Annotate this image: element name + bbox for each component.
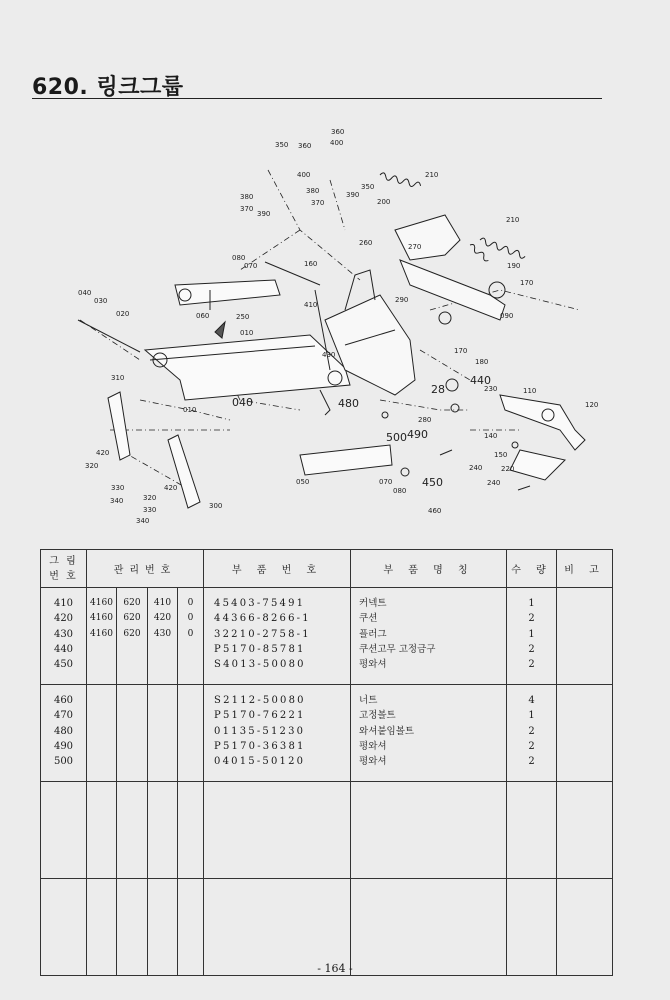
callout-label: 320 (85, 462, 99, 470)
table-header-row (41, 550, 613, 588)
callout-label: 320 (143, 494, 157, 502)
header-fig-no: 그 림 번 호 (41, 550, 87, 588)
management-no-cell (87, 685, 117, 782)
callout-label: 240 (469, 464, 483, 472)
callout-label: 350 (275, 141, 289, 149)
callout-label: 040 (78, 289, 92, 297)
callout-label: 070 (244, 262, 258, 270)
callout-label: 460 (428, 507, 442, 515)
title-rule (32, 98, 602, 99)
qty-cell: 4 1 2 2 2 (507, 685, 557, 782)
table-row (41, 685, 613, 782)
callout-label: 040 (232, 396, 253, 409)
part-no-cell: S2112-50080 P5170-76221 01135-51230 P5170-36381 04015-50120 (204, 685, 351, 782)
callout-label: 350 (361, 183, 375, 191)
callout-label: 360 (331, 128, 345, 136)
callout-label: 330 (143, 506, 157, 514)
management-no-cell: 620 620 620 (117, 588, 148, 685)
table-row-empty (41, 879, 613, 976)
header-remarks: 비 고 (557, 550, 613, 588)
callout-label: 160 (304, 260, 318, 268)
header-management-no: 관리번호 (87, 550, 204, 588)
remarks-cell (557, 588, 613, 685)
callout-label: 330 (111, 484, 125, 492)
callout-label: 210 (506, 216, 520, 224)
callout-label: 340 (110, 497, 124, 505)
callout-label: 410 (304, 301, 318, 309)
callout-label: 370 (311, 199, 325, 207)
exploded-parts-diagram (0, 110, 670, 550)
callout-label: 250 (236, 313, 250, 321)
management-no-cell: 410 420 430 (148, 588, 178, 685)
callout-label: 390 (346, 191, 360, 199)
callout-label: 090 (500, 312, 514, 320)
callout-label: 070 (379, 478, 393, 486)
callout-label: 220 (501, 465, 515, 473)
callout-label: 480 (338, 397, 359, 410)
callout-label: 080 (393, 487, 407, 495)
callout-label: 080 (232, 254, 246, 262)
callout-label: 420 (164, 484, 178, 492)
qty-cell: 1 2 1 2 2 (507, 588, 557, 685)
callout-label: 050 (296, 478, 310, 486)
callout-label: 400 (330, 139, 344, 147)
callout-label: 420 (96, 449, 110, 457)
callout-label: 440 (470, 374, 491, 387)
part-name-cell: 커넥트 쿠션 플러그 쿠션고무 고정금구 평와셔 (351, 588, 507, 685)
callout-label: 180 (475, 358, 489, 366)
callout-label: 450 (422, 476, 443, 489)
callout-label: 060 (196, 312, 210, 320)
fig-no-cell: 460 470 480 490 500 (41, 685, 87, 782)
callout-label: 200 (377, 198, 391, 206)
callout-label: 260 (359, 239, 373, 247)
management-no-cell (117, 685, 148, 782)
callout-label: 500 (386, 431, 407, 444)
callout-label: 030 (94, 297, 108, 305)
part-no-cell: 45403-75491 44366-8266-1 32210-2758-1 P5170-85781 S4013-50080 (204, 588, 351, 685)
callout-label: 390 (257, 210, 271, 218)
callout-label: 010 (240, 329, 254, 337)
callout-label: 290 (395, 296, 409, 304)
fig-no-cell: 410 420 430 440 450 (41, 588, 87, 685)
parts-table (40, 549, 613, 976)
callout-label: 170 (520, 279, 534, 287)
part-name-cell: 너트 고정볼트 와셔붙임볼트 평와셔 평와셔 (351, 685, 507, 782)
callout-label: 210 (425, 171, 439, 179)
table-row (41, 588, 613, 685)
header-qty: 수 량 (507, 550, 557, 588)
header-part-no: 부 품 번 호 (204, 550, 351, 588)
callout-label: 240 (487, 479, 501, 487)
callout-label: 380 (240, 193, 254, 201)
callout-label: 380 (306, 187, 320, 195)
callout-label: 280 (418, 416, 432, 424)
callout-label: 270 (408, 243, 422, 251)
callout-label: 28 (431, 383, 445, 396)
management-no-cell: 4160 4160 4160 (87, 588, 117, 685)
callout-label: 310 (111, 374, 125, 382)
callout-label: 110 (523, 387, 537, 395)
callout-label: 430 (322, 351, 336, 359)
callout-label: 230 (484, 385, 498, 393)
remarks-cell (557, 685, 613, 782)
callout-label: 140 (484, 432, 498, 440)
page-title: 620. 링크그룹 (32, 75, 184, 100)
callout-label: 360 (298, 142, 312, 150)
callout-label: 400 (297, 171, 311, 179)
callout-label: 120 (585, 401, 599, 409)
callout-label: 170 (454, 347, 468, 355)
callout-label: 020 (116, 310, 130, 318)
management-no-cell (178, 685, 204, 782)
page-number: - 164 - (317, 962, 353, 975)
callout-label: 010 (183, 406, 197, 414)
table-row-empty (41, 782, 613, 879)
callout-label: 190 (507, 262, 521, 270)
callout-label: 300 (209, 502, 223, 510)
callout-label: 490 (407, 428, 428, 441)
management-no-cell (148, 685, 178, 782)
callout-label: 150 (494, 451, 508, 459)
management-no-cell: 0 0 0 (178, 588, 204, 685)
header-part-name: 부 품 명 칭 (351, 550, 507, 588)
callout-label: 370 (240, 205, 254, 213)
callout-label: 340 (136, 517, 150, 525)
